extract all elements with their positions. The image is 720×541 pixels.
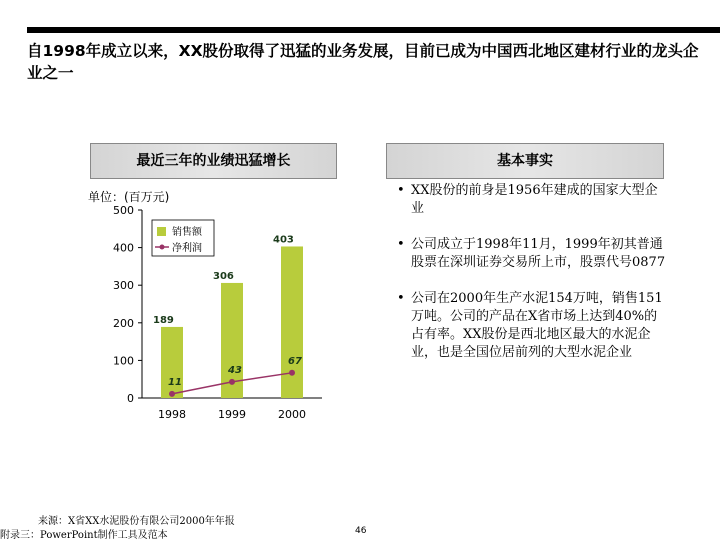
y-tick-label: 0 (127, 392, 134, 405)
line-value-label: 67 (288, 355, 302, 367)
page-title: 自1998年成立以来，XX股份取得了迅猛的业务发展，目前已成为中国西北地区建材行业的龙头企业之一 (27, 42, 699, 82)
legend-line-marker (160, 245, 165, 250)
fact-text: 公司在2000年生产水泥154万吨，销售151万吨。公司的产品在X省市场上达到40%的占有率。XX股份是西北地区最大的水泥企业，也是全国位居前列的大型水泥企业 (411, 291, 663, 360)
x-tick-label: 1999 (218, 408, 246, 421)
top-rule (27, 27, 720, 33)
legend-bar-label: 销售额 (172, 227, 202, 238)
line-point (289, 370, 295, 376)
facts-panel-header: 基本事实 (386, 143, 664, 179)
y-tick-label: 500 (113, 204, 134, 217)
line-value-label: 43 (228, 364, 242, 376)
bar-value-label: 403 (273, 234, 294, 246)
fact-item (395, 182, 670, 218)
legend-line-label: 净利润 (172, 243, 202, 254)
line-point (229, 379, 235, 385)
facts-list (395, 182, 670, 380)
line-value-label: 11 (168, 376, 182, 388)
footer-note: 附录三：PowerPoint制作工具及范本 (0, 530, 168, 541)
source-note: 来源：X省XX水泥股份有限公司2000年年报 (38, 516, 235, 527)
bullet-icon: • (397, 291, 405, 306)
fact-item (395, 236, 670, 272)
y-tick-label: 200 (113, 316, 134, 330)
x-tick-label: 1998 (158, 408, 186, 421)
bar-value-label: 306 (213, 270, 234, 282)
x-tick-label: 2000 (278, 408, 306, 421)
bullet-icon: • (397, 183, 405, 198)
bar-value-label: 189 (153, 314, 174, 326)
fact-text: 公司成立于1998年11月，1999年初其普通股票在深圳证券交易所上市，股票代号0877 (411, 237, 666, 270)
bullet-icon: • (397, 237, 405, 252)
legend-bar-swatch (157, 227, 166, 236)
performance-chart (100, 200, 340, 425)
line-point (169, 391, 175, 397)
y-tick-label: 100 (113, 354, 134, 368)
unit-label: 单位：(百万元) (88, 190, 170, 204)
fact-item (395, 290, 670, 362)
y-tick-label: 300 (113, 279, 134, 293)
chart-panel-header: 最近三年的业绩迅猛增长 (90, 143, 337, 179)
y-tick-label: 400 (113, 241, 134, 255)
fact-text: XX股份的前身是1956年建成的国家大型企业 (411, 183, 658, 216)
page-number: 46 (355, 526, 367, 536)
